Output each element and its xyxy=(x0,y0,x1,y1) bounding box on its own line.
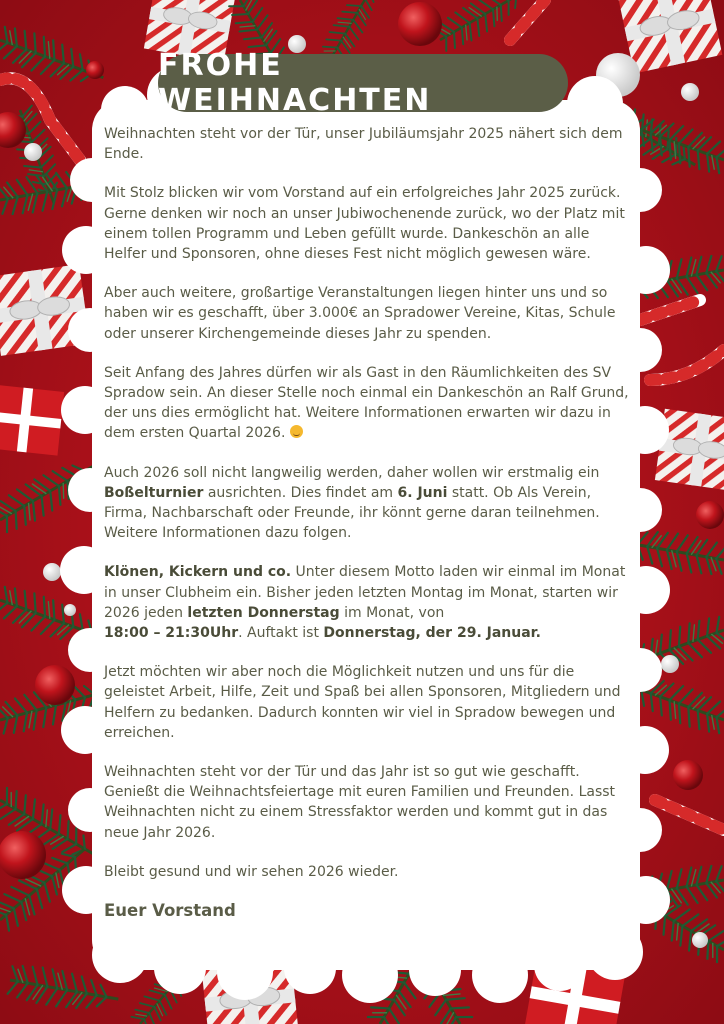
paragraph-closing: Bleibt gesund und wir sehen 2026 wieder. xyxy=(104,863,399,880)
event-kickoff-date: Donnerstag, der 29. Januar. xyxy=(323,625,541,642)
paragraph-club-evening xyxy=(104,562,634,643)
paragraph-thanks: Jetzt möchten wir aber noch die Möglichkeit nutzen und uns für die geleistet Arbeit, Hilfe, Zeit und Spaß bei allen Sponsoren, Mitgliedern und Helfern zu bedanken. Dadurch konnten wir viel in Spradow bewegen und erreichen. xyxy=(104,664,621,741)
event-time: 18:00 – 21:30Uhr xyxy=(104,625,239,642)
page-title: FROHE WEIHNACHTEN xyxy=(158,54,568,112)
event-motto: Klönen, Kickern und co. xyxy=(104,564,292,581)
paragraph-intro: Weihnachten steht vor der Tür, unser Jubiläumsjahr 2025 nähert sich dem Ende. xyxy=(104,126,623,163)
text-span: Unter diesem Motto laden wir einmal im Monat in unser Clubheim ein. Bisher jeden letzten Montag im Monat, starten wir 2026 jeden xyxy=(104,564,626,621)
text-span: ausrichten. Dies findet am xyxy=(203,484,398,501)
paragraph-review: Mit Stolz blicken wir vom Vorstand auf ein erfolgreiches Jahr 2025 zurück. Gerne denken wir noch an unser Jubiwochenende zurück, wo der Platz mit einem tollen Programm und Leben gefüllt wurde. Dankeschön an alle Helfer und Sponsoren, ohne dieses Fest nicht möglich gewesen wäre. xyxy=(104,185,625,263)
text-span: statt. Ob Als Verein, Firma, Nachbarschaft oder Freunde, ihr könnt gerne daran teilnehmen. Weitere Informationen dazu folgen. xyxy=(104,484,600,542)
paragraph-donations: Aber auch weitere, großartige Veranstaltungen liegen hinter uns und so haben wir es geschafft, über 3.000€ an Spradower Vereine, Kitas, Schule oder unserer Kirchengemeinde dieses Jahr zu spenden. xyxy=(104,285,616,342)
text-span: . Auftakt ist xyxy=(238,625,324,642)
paragraph-clubhouse xyxy=(104,363,634,444)
tournament-name: Boßelturnier xyxy=(104,484,204,501)
text-span: im Monat, von xyxy=(339,604,445,621)
tournament-date: 6. Juni xyxy=(397,484,448,501)
winking-face-icon xyxy=(290,425,303,438)
signature: Euer Vorstand xyxy=(104,901,236,921)
paragraph-tournament xyxy=(104,463,634,544)
text-span: Auch 2026 soll nicht langweilig werden, daher wollen wir erstmalig ein xyxy=(104,464,600,481)
paragraph-clubhouse-text: Seit Anfang des Jahres dürfen wir als Gast in den Räumlichkeiten des SV Spradow sein. An dieser Stelle noch einmal ein Dankeschön an Ralf Grund, der uns dies ermöglicht hat. Weitere Informationen erwarten wir dazu in dem ersten Quartal 2026. xyxy=(104,364,629,442)
letter-body xyxy=(104,124,634,921)
paragraph-holidays: Weihnachten steht vor der Tür und das Jahr ist so gut wie geschafft. Genießt die Weihnachtsfeiertage mit euren Familien und Freunden. Lasst Weihnachten nicht zu einem Stressfaktor werden und kommt gut in das neue Jahr 2026. xyxy=(104,764,616,841)
event-weekday: letzten Donnerstag xyxy=(187,604,340,621)
